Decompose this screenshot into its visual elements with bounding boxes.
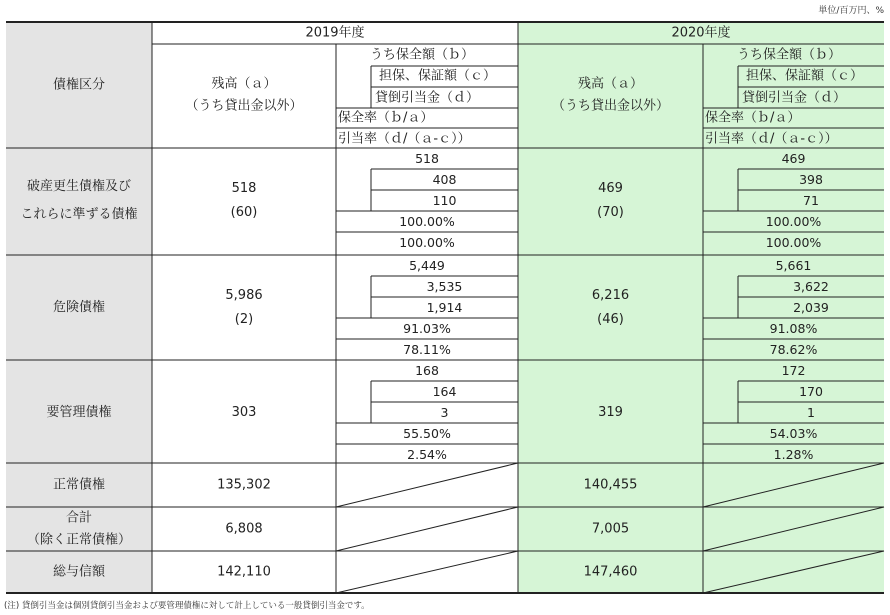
non-loan-header-2019: （うち貸出金以外） <box>185 98 303 114</box>
balance-y2020-0: 469 <box>598 181 623 196</box>
simple-label-2: 総与信額 <box>52 564 106 580</box>
collateral-y2020-0: 398 <box>799 172 823 187</box>
coverage-y2019-1: 91.03% <box>403 321 451 336</box>
allowance-y2019-2: 3 <box>440 405 449 420</box>
simple-label-1-a: 合計 <box>65 510 93 526</box>
diagonal-2019 <box>336 507 518 551</box>
balance-y2020-1: 6,216 <box>591 288 630 303</box>
allow-ratio-y2019-0: 100.00% <box>399 235 455 250</box>
simple-label-1-b: （除く正常債権） <box>26 532 132 548</box>
simple-2019-1: 6,808 <box>225 521 263 537</box>
allowance-ratio-header-2019: 引当率（ｄ/（ａ-ｃ）） <box>338 131 471 147</box>
collateral-header-2020: 担保、保証額（ｃ） <box>746 68 864 84</box>
diagonal-2019 <box>336 551 518 593</box>
simple-2020-1: 7,005 <box>591 521 630 537</box>
covered-y2019-1: 5,449 <box>409 258 445 273</box>
collateral-y2020-1: 3,622 <box>793 279 829 294</box>
coverage-y2019-0: 100.00% <box>399 214 455 229</box>
balance-header-2020: 残高（ａ） <box>577 76 644 92</box>
allowance-y2019-1: 1,914 <box>426 300 463 315</box>
balance-y2020-2: 319 <box>598 405 623 420</box>
coverage-y2020-0: 100.00% <box>765 214 822 229</box>
balance-header-2019: 残高（ａ） <box>211 76 277 92</box>
collateral-header-2019: 担保、保証額（ｃ） <box>379 68 497 84</box>
year-2019-header: 2019年度 <box>305 25 365 41</box>
balance-y2019-2: 303 <box>231 405 257 420</box>
simple-2020-2: 147,460 <box>583 564 638 580</box>
covered-y2019-2: 168 <box>415 363 439 378</box>
simple-2019-2: 142,110 <box>217 564 271 580</box>
allowance-y2020-2: 1 <box>807 405 815 420</box>
allow-ratio-y2020-1: 78.62% <box>769 342 818 357</box>
allowance-y2020-0: 71 <box>803 193 819 208</box>
non-loan-header-2020: （うち貸出金以外） <box>551 98 670 114</box>
collateral-y2019-0: 408 <box>432 172 457 187</box>
covered-y2020-1: 5,661 <box>775 258 812 273</box>
coverage-y2020-2: 54.03% <box>769 426 818 441</box>
year-2020-header: 2020年度 <box>671 25 731 41</box>
collateral-y2019-2: 164 <box>432 384 457 399</box>
simple-2020-0: 140,455 <box>583 477 638 493</box>
diagonal-2019 <box>336 463 518 507</box>
footnote: (注) 貸倒引当金は個別貸倒引当金および要管理債権に対して計上している一般貸倒引当金です。 <box>4 601 370 611</box>
category-header: 債権区分 <box>52 77 106 93</box>
allow-ratio-y2019-2: 2.54% <box>407 447 447 462</box>
non-loan-y2019-1: (2) <box>234 312 254 327</box>
row-label-0-a: 破産更生債権及び <box>26 179 132 194</box>
allowance-ratio-header-2020: 引当率（ｄ/（ａ-ｃ）） <box>705 131 838 147</box>
covered-header-2020: うち保全額（ｂ） <box>737 47 842 63</box>
row-label-2: 要管理債権 <box>46 405 112 420</box>
non-loan-y2020-1: (46) <box>597 312 624 327</box>
allow-ratio-y2020-0: 100.00% <box>765 235 822 250</box>
allow-ratio-y2019-1: 78.11% <box>403 342 451 357</box>
balance-y2019-1: 5,986 <box>225 288 263 303</box>
coverage-y2019-2: 55.50% <box>403 426 451 441</box>
allowance-header-2019: 貸倒引当金（ｄ） <box>375 90 480 106</box>
covered-header-2019: うち保全額（ｂ） <box>370 47 475 63</box>
row-label-0-b: これらに準ずる債権 <box>20 207 138 222</box>
coverage-y2020-1: 91.08% <box>769 321 818 336</box>
collateral-y2020-2: 170 <box>799 384 823 399</box>
collateral-y2019-1: 3,535 <box>426 279 463 294</box>
covered-y2020-0: 469 <box>781 151 806 166</box>
covered-y2020-2: 172 <box>781 363 806 378</box>
unit-note: 単位/百万円、% <box>818 6 884 16</box>
row-label-1: 危険債権 <box>52 300 106 315</box>
simple-2019-0: 135,302 <box>217 477 271 493</box>
coverage-ratio-header-2020: 保全率（ｂ/ａ） <box>705 110 801 126</box>
covered-y2019-0: 518 <box>415 151 439 166</box>
allowance-y2019-0: 110 <box>432 193 457 208</box>
non-loan-y2020-0: (70) <box>597 205 624 220</box>
allow-ratio-y2020-2: 1.28% <box>773 447 814 462</box>
non-loan-y2019-0: (60) <box>230 205 258 220</box>
balance-y2019-0: 518 <box>231 181 257 196</box>
simple-label-0: 正常債権 <box>52 477 106 493</box>
allowance-y2020-1: 2,039 <box>793 300 829 315</box>
coverage-ratio-header-2019: 保全率（ｂ/ａ） <box>338 110 434 126</box>
allowance-header-2020: 貸倒引当金（ｄ） <box>742 90 847 106</box>
